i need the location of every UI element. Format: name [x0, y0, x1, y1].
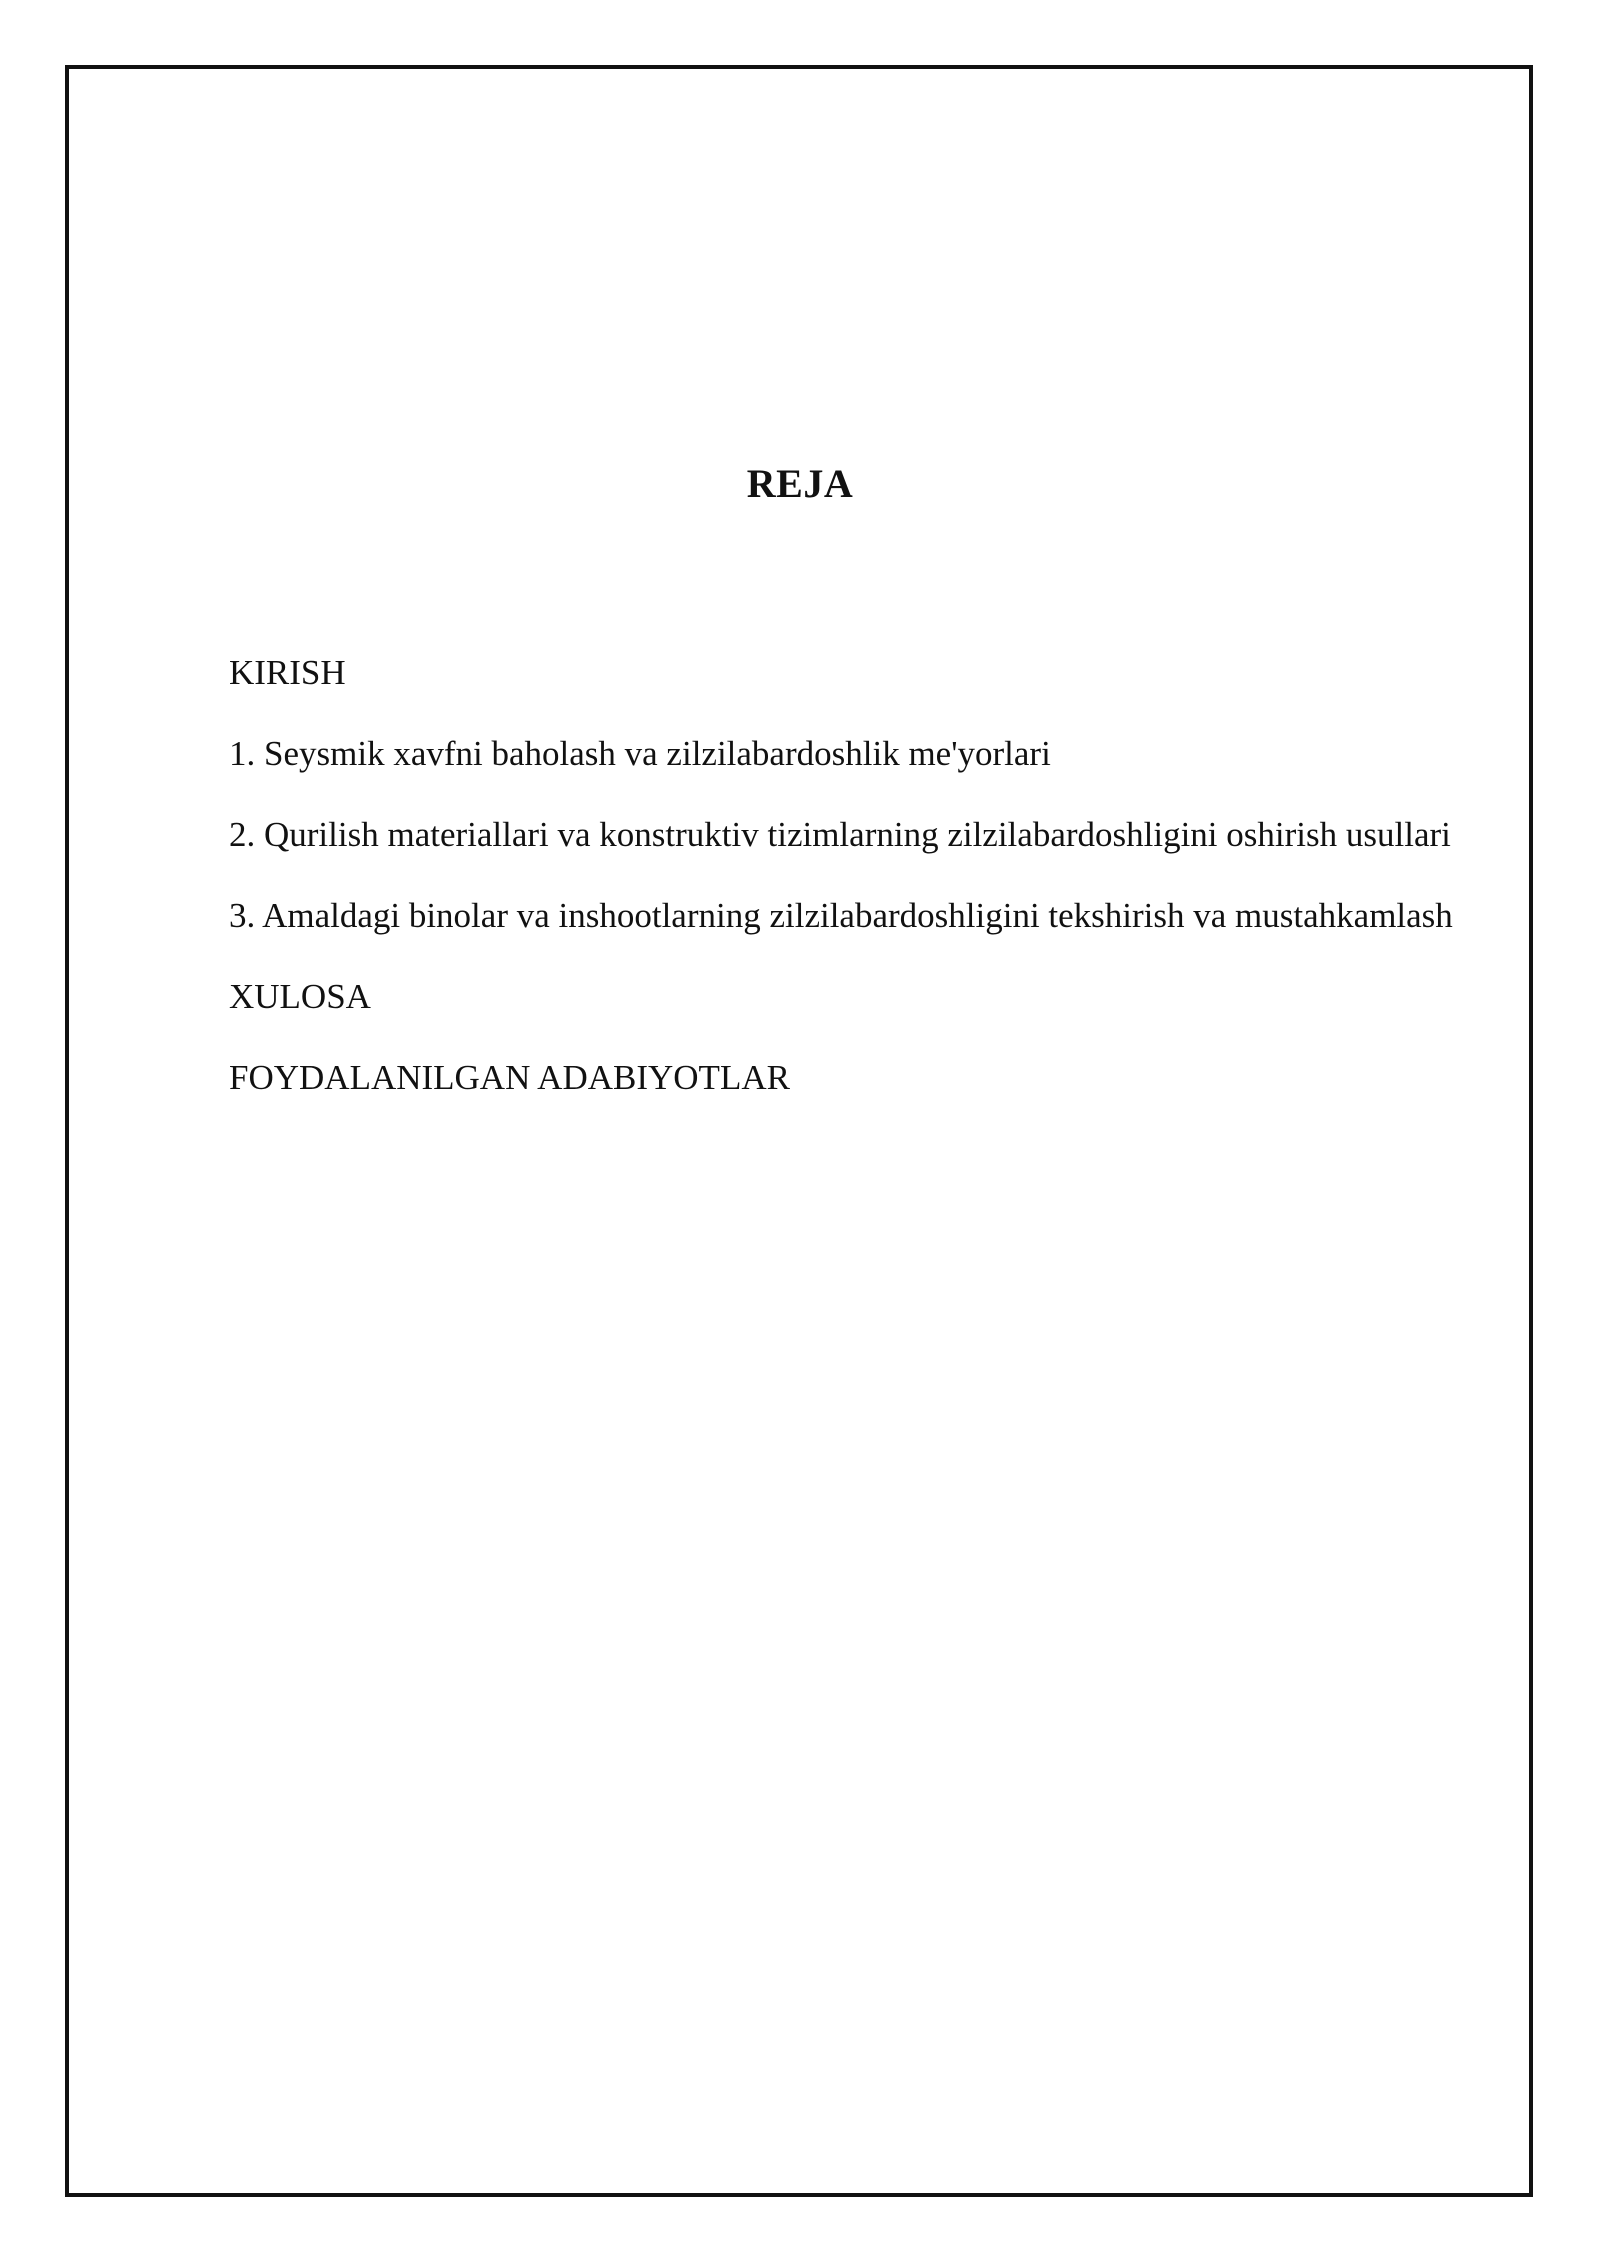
document-title: REJA	[746, 461, 854, 506]
plan-list	[229, 640, 1459, 1126]
plan-item-3: 3. Amaldagi binolar va inshootlarning zilzilabardoshligini tekshirish va mustahkamlash	[229, 896, 1453, 935]
plan-item-introduction: KIRISH	[229, 653, 346, 692]
plan-item-1: 1. Seysmik xavfni baholash va zilzilabardoshlik me'yorlari	[229, 734, 1051, 773]
page-border	[65, 65, 1533, 2197]
plan-item-2: 2. Qurilish materiallari va konstruktiv tizimlarning zilzilabardoshligini oshirish usullari	[229, 815, 1451, 854]
plan-item-references: FOYDALANILGAN ADABIYOTLAR	[229, 1058, 790, 1097]
plan-item-conclusion: XULOSA	[229, 977, 371, 1016]
